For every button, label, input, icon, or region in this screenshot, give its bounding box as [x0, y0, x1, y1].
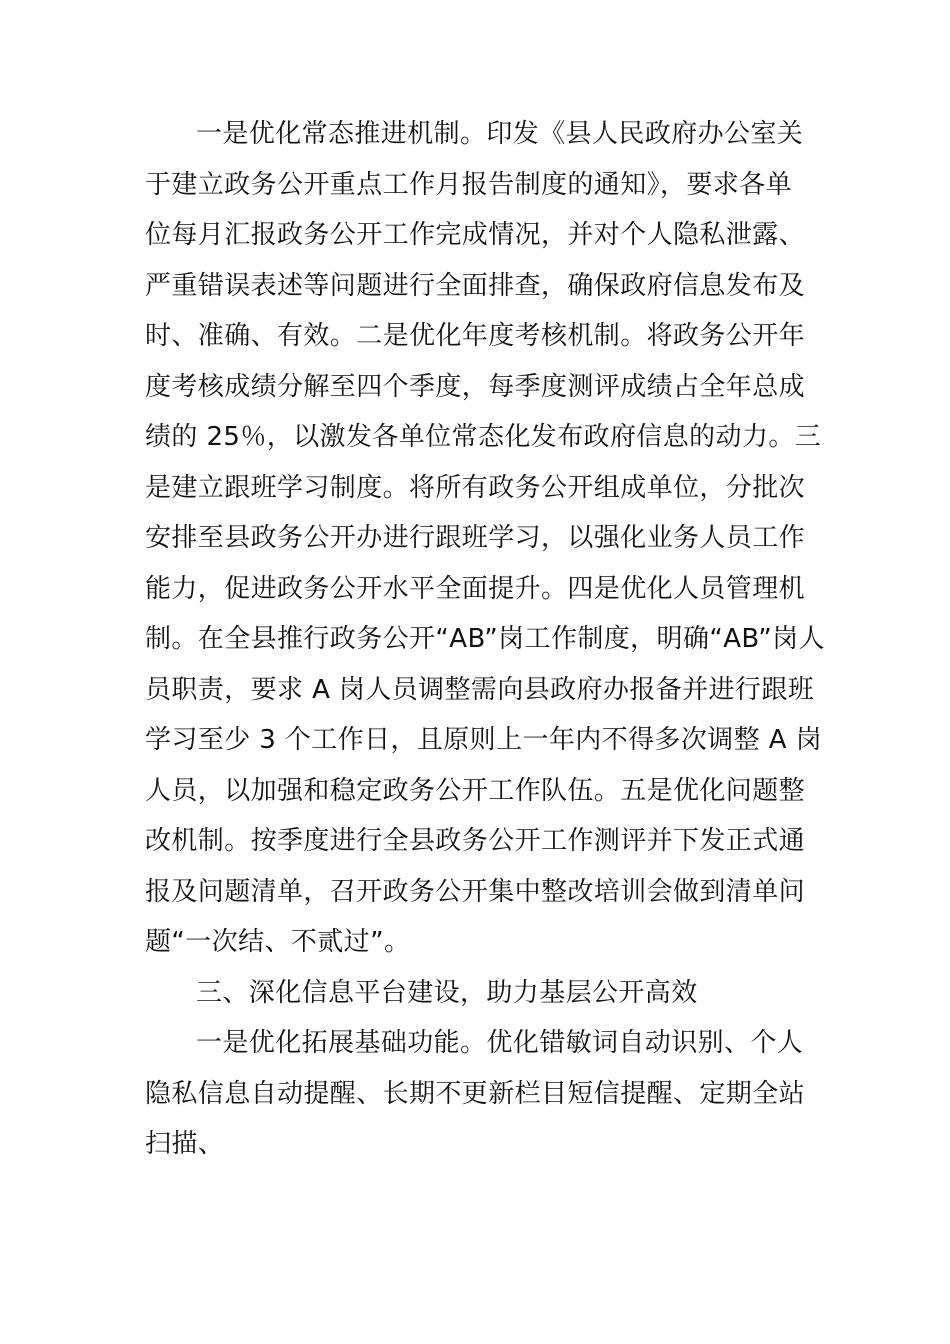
text-line: 报及问题清单，召开政务公开集中整改培训会做到清单问 — [145, 877, 806, 907]
text-line: 严重错误表述等问题进行全面排查，确保政府信息发布及 — [145, 271, 806, 301]
text-line: 人员，以加强和稳定政务公开工作队伍。五是优化问题整 — [145, 776, 806, 806]
text-line: 一是优化常态推进机制。印发《县人民政府办公室关 — [196, 119, 804, 149]
text-line: 隐私信息自动提醒、长期不更新栏目短信提醒、定期全站 — [145, 1079, 806, 1109]
text-line: 员职责，要求 A 岗人员调整需向县政府办报备并进行跟班 — [145, 675, 815, 705]
text-line: 能力，促进政务公开水平全面提升。四是优化人员管理机 — [145, 574, 806, 604]
text-line: 题“一次结、不贰过”。 — [145, 927, 411, 957]
text-line: 扫描、 — [145, 1129, 225, 1159]
text-line: 学习至少 3 个工作日，且原则上一年内不得多次调整 A 岗 — [145, 725, 822, 755]
text-line: 是建立跟班学习制度。将所有政务公开组成单位，分批次 — [145, 473, 806, 503]
text-line: 制。在全县推行政务公开“AB”岗工作制度，明确“AB”岗人 — [145, 624, 825, 654]
text-line: 位每月汇报政务公开工作完成情况，并对个人隐私泄露、 — [145, 220, 806, 250]
text-line: 一是优化拓展基础功能。优化错敏词自动识别、个人 — [196, 1028, 804, 1058]
text-line: 于建立政务公开重点工作月报告制度的通知》，要求各单 — [145, 170, 793, 200]
section-heading: 三、深化信息平台建设，助力基层公开高效 — [196, 978, 698, 1008]
text-line: 改机制。按季度进行全县政务公开工作测评并下发正式通 — [145, 826, 806, 856]
text-line: 安排至县政务公开办进行跟班学习，以强化业务人员工作 — [145, 523, 806, 553]
text-line: 度考核成绩分解至四个季度，每季度测评成绩占全年总成 — [145, 372, 806, 402]
text-line: 绩的 25％，以激发各单位常态化发布政府信息的动力。三 — [145, 422, 822, 452]
text-line: 时、准确、有效。二是优化年度考核机制。将政务公开年 — [145, 321, 806, 351]
